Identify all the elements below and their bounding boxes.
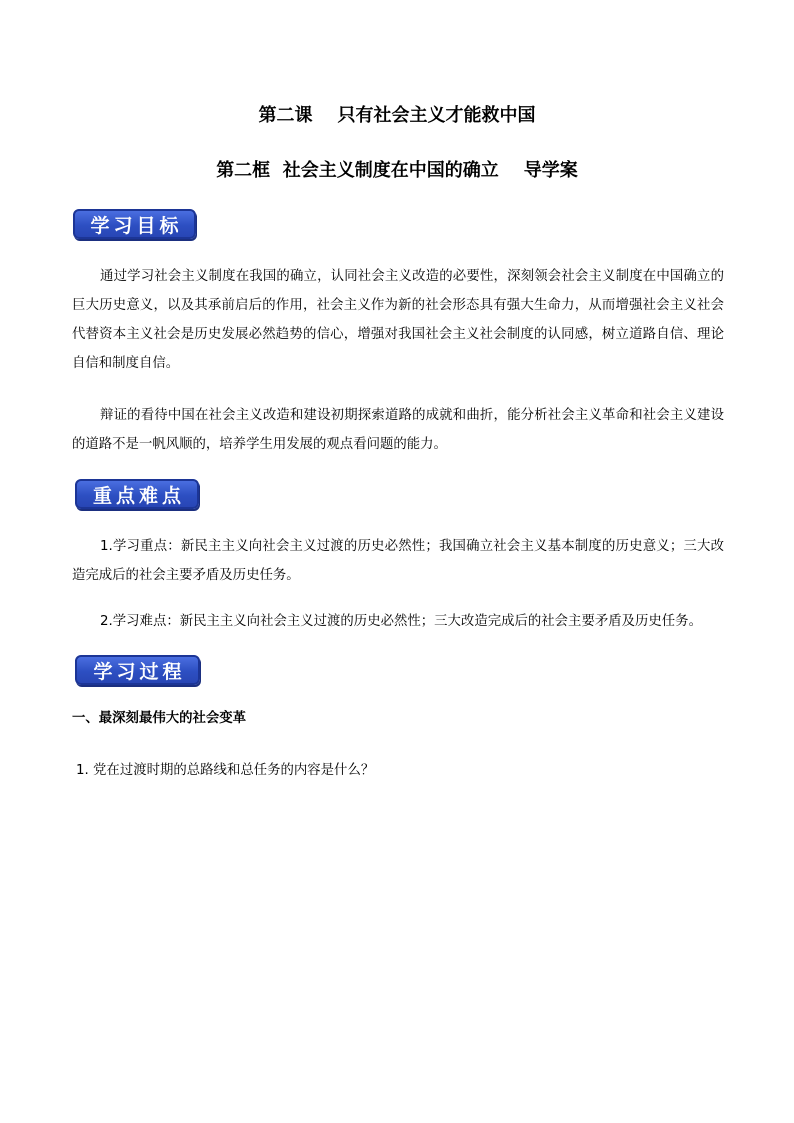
section-heading: 一、最深刻最伟大的社会变革 — [72, 711, 247, 726]
objectives-badge: 学习目标 — [73, 209, 196, 239]
key-point-difficulty: 2.学习难点：新民主主义向社会主义过渡的历史必然性；三大改造完成后的社会主要矛盾及历史任务。 — [100, 614, 702, 629]
objectives-paragraph-1: 通过学习社会主义制度在我国的确立，认同社会主义改造的必要性，深刻领会社会主义制度在中国确立的巨大历史意义，以及其承前启后的作用，社会主义作为新的社会形态具有强大生命力，从而增强社会主义社会代替资本主义社会是历史发展必然趋势的信心，增强对我国社会主义社会制度的认同感，树立道路自信、理论自信和制度自信。 — [72, 269, 724, 371]
question-item: 1. 党在过渡时期的总路线和总任务的内容是什么？ — [76, 763, 375, 778]
process-badge: 学习过程 — [75, 655, 200, 685]
key-point-emphasis: 1.学习重点：新民主主义向社会主义过渡的历史必然性；我国确立社会主义基本制度的历史意义；三大改造完成后的社会主要矛盾及历史任务。 — [72, 539, 724, 583]
lesson-title: 第二课 只有社会主义才能救中国 — [258, 105, 536, 126]
lesson-subtitle: 第二框 社会主义制度在中国的确立 导学案 — [216, 160, 578, 181]
key-points-badge: 重点难点 — [75, 479, 199, 509]
objectives-paragraph-2: 辩证的看待中国在社会主义改造和建设初期探索道路的成就和曲折，能分析社会主义革命和社会主义建设的道路不是一帆风顺的，培养学生用发展的观点看问题的能力。 — [72, 408, 724, 452]
